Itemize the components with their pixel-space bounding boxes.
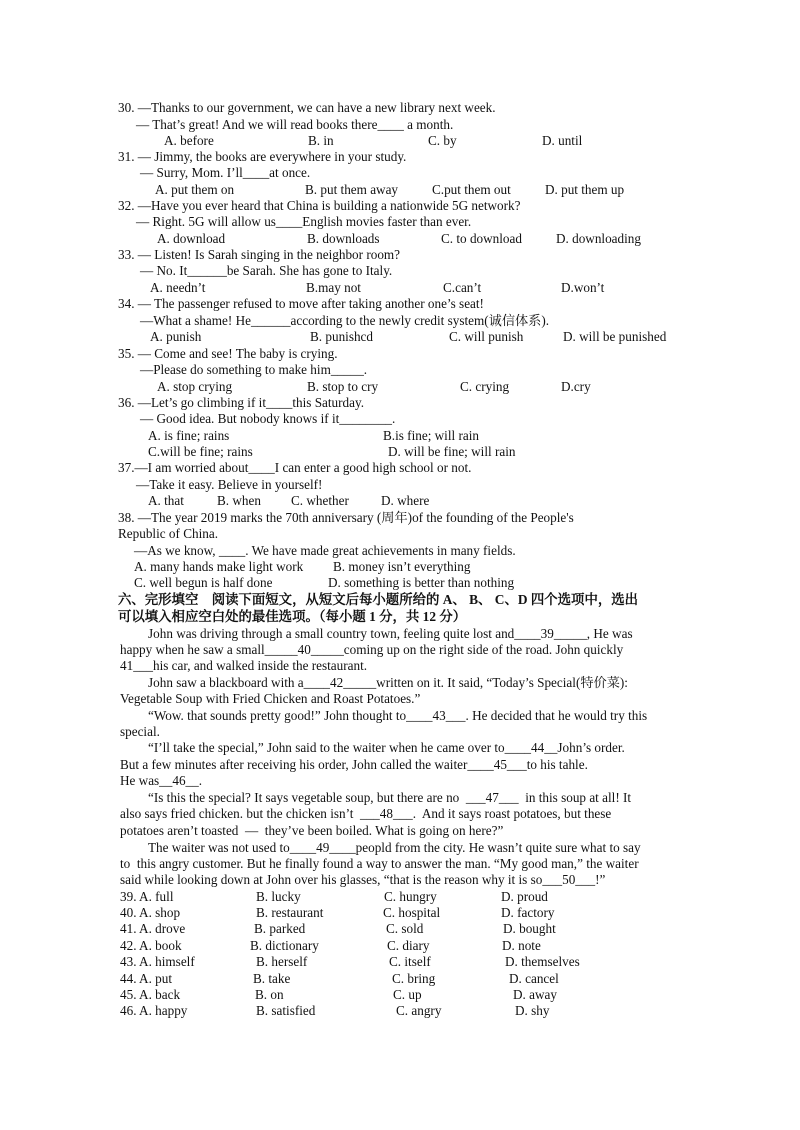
question-36-reply: — Good idea. But nobody knows if it________. [140,411,396,426]
passage-line: He was__46__. [120,773,203,788]
passage-line: “Wow. that sounds pretty good!” John thought to____43___. He decided that he would try this [148,708,648,723]
question-37-reply: —Take it easy. Believe in yourself! [136,477,323,492]
option-35-a: A. stop crying [157,379,233,394]
passage-line: happy when he saw a small_____40_____coming up on the right side of the road. John quickly [120,642,624,657]
option-37-d: D. where [381,493,430,508]
option-41-a: 41. A. drove [120,921,186,936]
option-36-d: D. will be fine; will rain [388,444,516,459]
option-32-b: B. downloads [307,231,380,246]
option-35-c: C. crying [460,379,510,394]
passage-line: John saw a blackboard with a____42_____written on it. It said, “Today’s Special(特价菜): [148,675,628,690]
option-38-a: A. many hands make light work [134,559,304,574]
option-35-d: D.cry [561,379,591,394]
option-40-a: 40. A. shop [120,905,181,920]
option-42-a: 42. A. book [120,938,182,953]
question-33: 33. — Listen! Is Sarah singing in the neighbor room? [118,247,401,262]
passage-line: potatoes aren’t toasted — they’ve been boiled. What is going on here?” [120,823,504,838]
option-42-c: C. diary [387,938,430,953]
passage-line: also says fried chicken. but the chicken isn’t ___48___. And it says roast potatoes, but these [120,806,612,821]
option-37-c: C. whether [291,493,349,508]
option-39-d: D. proud [501,889,548,904]
question-38: 38. —The year 2019 marks the 70th anniversary (周年)of the founding of the People's [118,510,574,525]
question-35: 35. — Come and see! The baby is crying. [118,346,338,361]
option-44-d: D. cancel [509,971,559,986]
option-43-b: B. herself [256,954,308,969]
passage-line: The waiter was not used to____49____peopld from the city. He wasn’t quite sure what to say [148,840,641,855]
option-38-b: B. money isn’t everything [333,559,471,574]
option-34-a: A. punish [150,329,202,344]
option-31-c: C.put them out [432,182,511,197]
option-45-c: C. up [393,987,422,1002]
question-38-reply: —As we know, ____. We have made great achievements in many fields. [134,543,516,558]
option-46-c: C. angry [396,1003,442,1018]
option-32-d: D. downloading [556,231,641,246]
option-37-a: A. that [148,493,184,508]
question-34: 34. — The passenger refused to move after taking another one’s seat! [118,296,484,311]
option-46-b: B. satisfied [256,1003,316,1018]
option-46-d: D. shy [515,1003,550,1018]
option-41-d: D. bought [503,921,556,936]
option-34-d: D. will be punished [563,329,667,344]
option-45-b: B. on [255,987,284,1002]
question-30: 30. —Thanks to our government, we can have a new library next week. [118,100,496,115]
question-35-reply: —Please do something to make him_____. [140,362,368,377]
option-36-a: A. is fine; rains [148,428,230,443]
option-34-c: C. will punish [449,329,524,344]
passage-line: But a few minutes after receiving his order, John called the waiter____45___to his tahle. [120,757,588,772]
option-40-d: D. factory [501,905,555,920]
option-31-d: D. put them up [545,182,625,197]
option-32-c: C. to download [441,231,522,246]
option-39-c: C. hungry [384,889,437,904]
option-43-a: 43. A. himself [120,954,195,969]
option-39-b: B. lucky [256,889,301,904]
option-34-b: B. punishcd [310,329,374,344]
passage-line: Vegetable Soup with Fried Chicken and Roast Potatoes.” [120,691,421,706]
question-34-reply: —What a shame! He______according to the newly credit system(诚信体系). [140,313,550,328]
option-38-d: D. something is better than nothing [328,575,515,590]
passage-line: special. [120,724,160,739]
question-31: 31. — Jimmy, the books are everywhere in your study. [118,149,407,164]
option-31-a: A. put them on [155,182,235,197]
option-39-a: 39. A. full [120,889,174,904]
option-45-a: 45. A. back [120,987,181,1002]
option-36-c: C.will be fine; rains [148,444,253,459]
question-32-reply: — Right. 5G will allow us____English movies faster than ever. [136,214,472,229]
option-46-a: 46. A. happy [120,1003,188,1018]
option-30-c: C. by [428,133,457,148]
option-41-b: B. parked [254,921,306,936]
option-44-a: 44. A. put [120,971,173,986]
option-33-b: B.may not [306,280,361,295]
question-30-reply: — That’s great! And we will read books there____ a month. [136,117,454,132]
option-32-a: A. download [157,231,226,246]
option-30-d: D. until [542,133,583,148]
option-43-c: C. itself [389,954,431,969]
option-31-b: B. put them away [305,182,399,197]
passage-line: “I’ll take the special,” John said to the waiter when he came over to____44__John’s order. [148,740,625,755]
question-33-reply: — No. It______be Sarah. She has gone to Italy. [140,263,393,278]
option-44-b: B. take [253,971,291,986]
option-38-c: C. well begun is half done [134,575,273,590]
option-33-c: C.can’t [443,280,482,295]
passage-line: John was driving through a small country town, feeling quite lost and____39_____, He was [148,626,633,641]
question-32: 32. —Have you ever heard that China is building a nationwide 5G network? [118,198,521,213]
section-heading: 六、完形填空 阅读下面短文，从短文后每小题所给的 A、 B、 C、D 四个选项中，选出 [118,592,639,607]
passage-line: said while looking down at John over his glasses, “that is the reason why it is so___50___!” [120,872,606,887]
option-44-c: C. bring [392,971,436,986]
option-33-a: A. needn’t [150,280,206,295]
option-33-d: D.won’t [561,280,605,295]
option-43-d: D. themselves [505,954,580,969]
question-36: 36. —Let’s go climbing if it____this Saturday. [118,395,365,410]
option-37-b: B. when [217,493,261,508]
passage-line: 41___his car, and walked inside the restaurant. [120,658,368,673]
question-37: 37.—I am worried about____I can enter a good high school or not. [118,460,472,475]
option-30-a: A. before [164,133,214,148]
option-41-c: C. sold [386,921,424,936]
question-31-reply: — Surry, Mom. I’ll____at once. [140,165,311,180]
option-40-c: C. hospital [383,905,441,920]
option-36-b: B.is fine; will rain [383,428,479,443]
option-42-d: D. note [502,938,541,953]
section-heading-cont: 可以填入相应空白处的最佳选项。（每小题 1 分，共 12 分） [118,609,467,624]
passage-line: “Is this the special? It says vegetable soup, but there are no ___47___ in this soup at all! It [148,790,632,805]
passage-line: to this angry customer. But he finally found a way to answer the man. “My good man,” the waiter [120,856,639,871]
option-40-b: B. restaurant [256,905,324,920]
option-42-b: B. dictionary [250,938,319,953]
option-45-d: D. away [513,987,557,1002]
option-30-b: B. in [308,133,334,148]
question-38-cont: Republic of China. [118,526,218,541]
option-35-b: B. stop to cry [307,379,379,394]
